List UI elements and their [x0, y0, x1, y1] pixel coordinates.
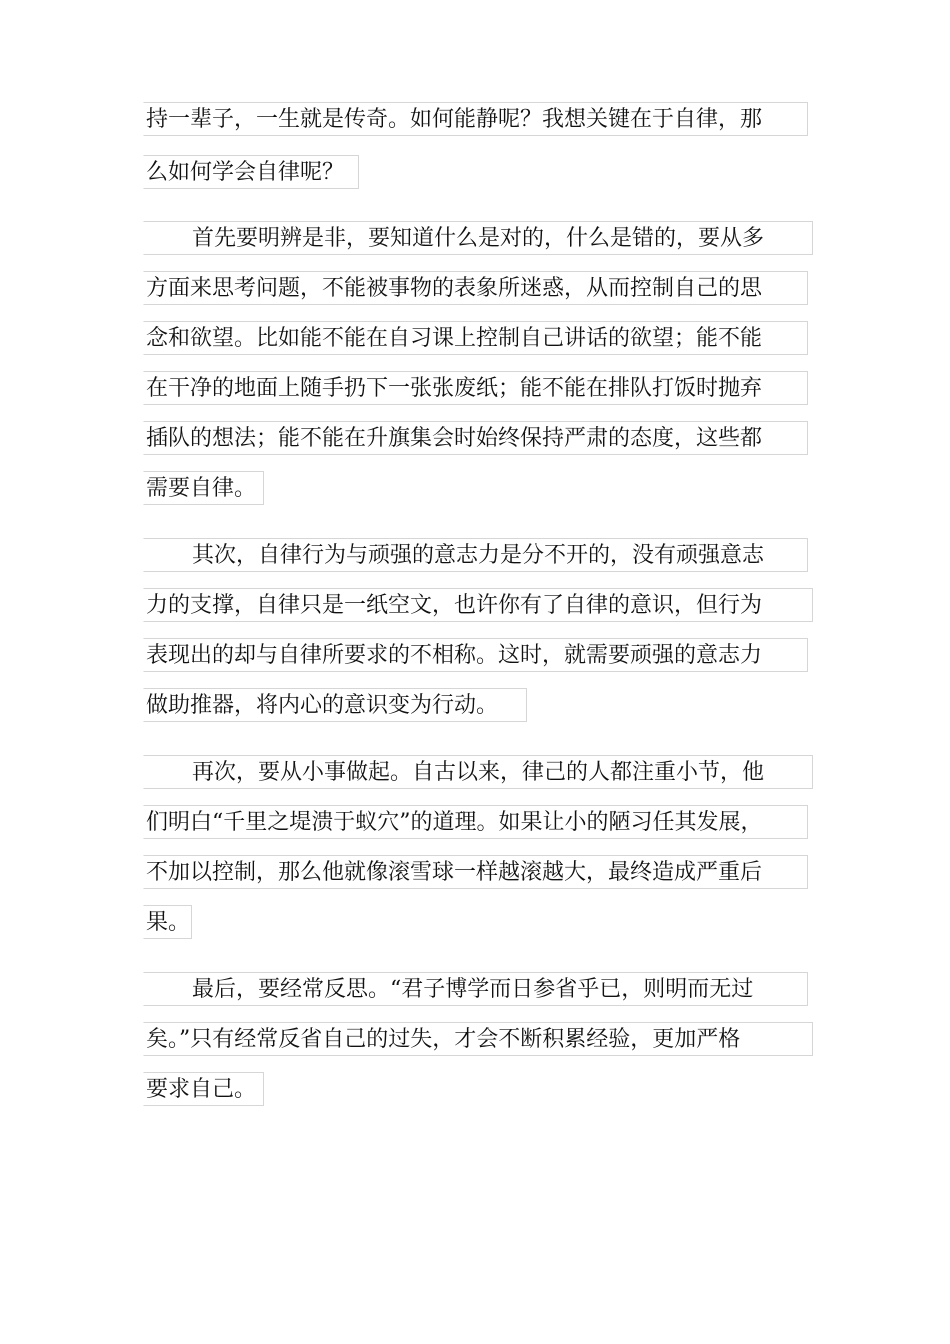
text-line: 力的支撑，自律只是一纸空文，也许你有了自律的意识，但行为 — [143, 588, 813, 622]
text-line: 首先要明辨是非，要知道什么是对的，什么是错的，要从多 — [143, 221, 813, 255]
text-line: 最后，要经常反思。“君子博学而日参省乎已，则明而无过 — [143, 972, 808, 1006]
text-line: 做助推器，将内心的意识变为行动。 — [143, 688, 527, 722]
text-line: 其次，自律行为与顽强的意志力是分不开的，没有顽强意志 — [143, 538, 808, 572]
text-line: 需要自律。 — [143, 471, 264, 505]
text-line: 矣。”只有经常反省自己的过失，才会不断积累经验，更加严格 — [143, 1022, 813, 1056]
text-line: 不加以控制，那么他就像滚雪球一样越滚越大，最终造成严重后 — [143, 855, 808, 889]
text-line: 再次，要从小事做起。自古以来，律己的人都注重小节，他 — [143, 755, 813, 789]
text-line: 持一辈子，一生就是传奇。如何能静呢？我想关键在于自律，那 — [143, 102, 808, 136]
text-line: 果。 — [143, 905, 192, 939]
text-line: 表现出的却与自律所要求的不相称。这时，就需要顽强的意志力 — [143, 638, 808, 672]
text-line: 们明白“千里之堤溃于蚁穴”的道理。如果让小的陋习任其发展， — [143, 805, 808, 839]
text-line: 么如何学会自律呢？ — [143, 155, 359, 189]
text-line: 在干净的地面上随手扔下一张张废纸；能不能在排队打饭时抛弃 — [143, 371, 808, 405]
text-line: 方面来思考问题，不能被事物的表象所迷惑，从而控制自己的思 — [143, 271, 808, 305]
text-line: 要求自己。 — [143, 1072, 264, 1106]
text-line: 念和欲望。比如能不能在自习课上控制自己讲话的欲望；能不能 — [143, 321, 808, 355]
text-line: 插队的想法；能不能在升旗集会时始终保持严肃的态度，这些都 — [143, 421, 808, 455]
